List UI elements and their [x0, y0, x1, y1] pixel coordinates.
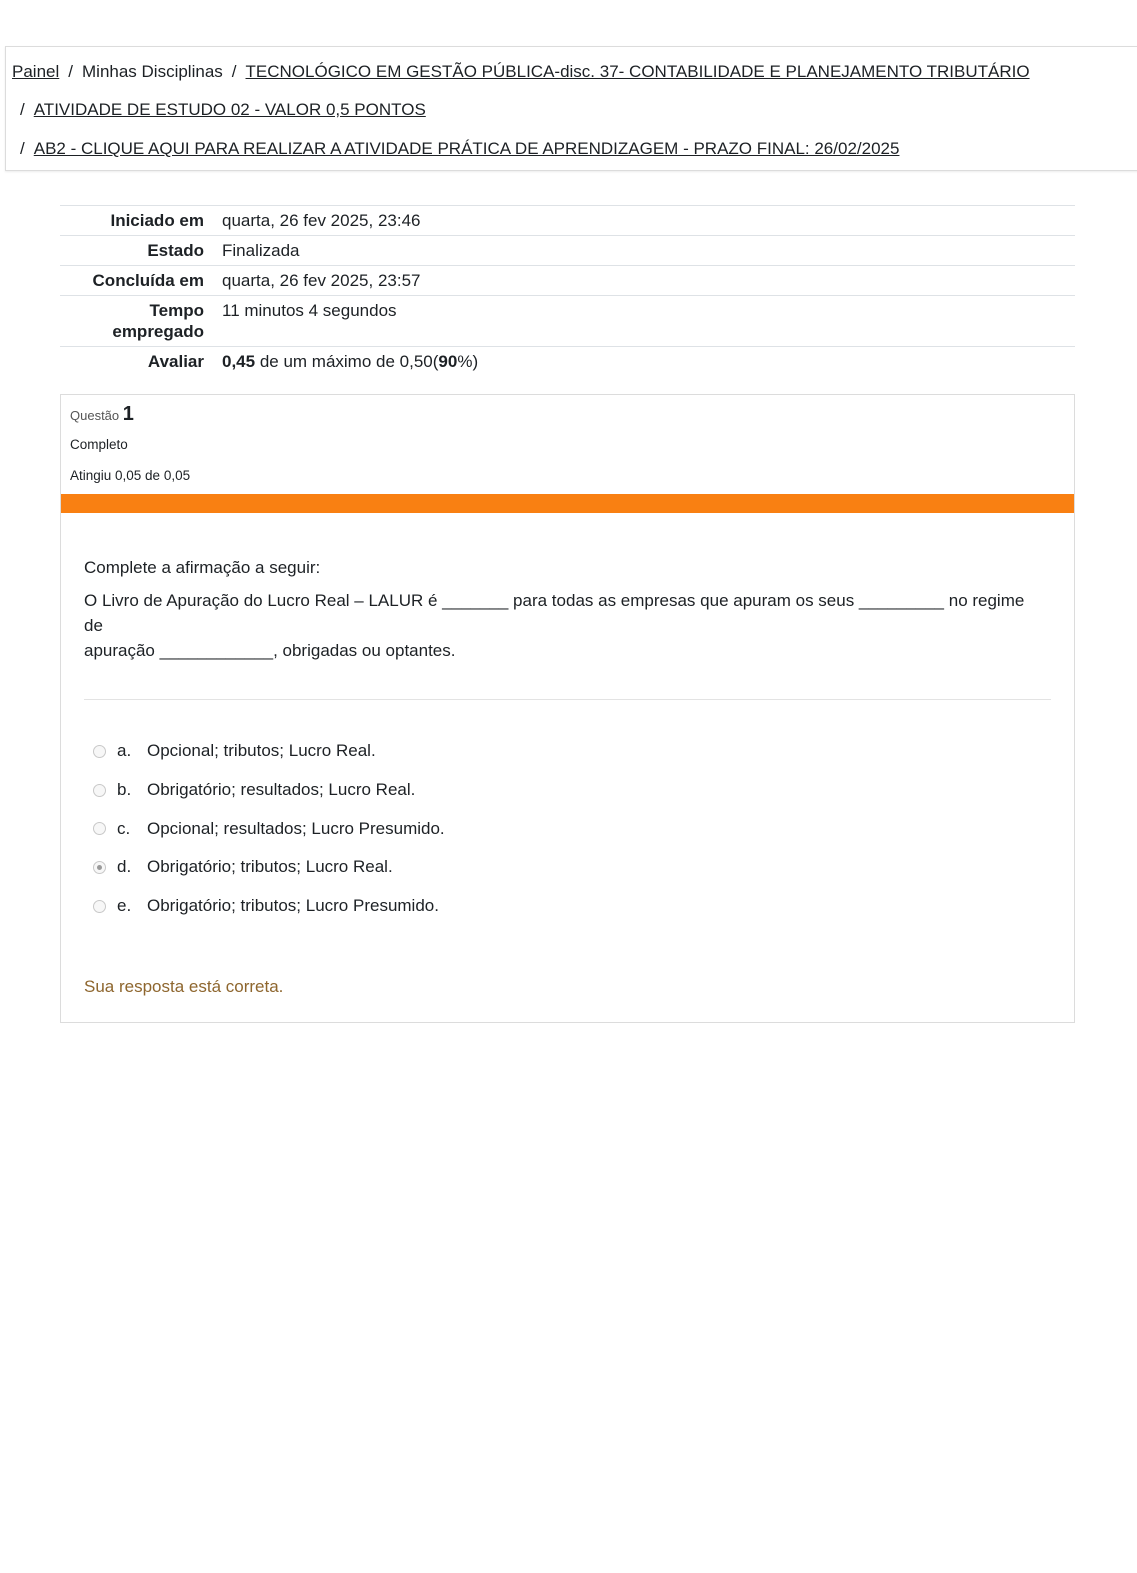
breadcrumb-line-3: [20, 139, 899, 159]
breadcrumb-line-2: [20, 100, 426, 120]
summary-row-time: [60, 296, 1075, 347]
answer-option-d[interactable]: [93, 848, 445, 887]
summary-row-grade: [60, 347, 1075, 376]
question-label: Questão: [70, 408, 120, 423]
radio-button[interactable]: [93, 784, 106, 797]
answer-text: Obrigatório; tributos; Lucro Presumido.: [147, 896, 439, 916]
statement-line-1: O Livro de Apuração do Lucro Real – LALUR é _______ para todas as empresas que apuram os seus _________ no regime de: [84, 591, 1025, 635]
answer-text: Obrigatório; resultados; Lucro Real.: [147, 780, 416, 800]
question-grade: Atingiu 0,05 de 0,05: [70, 468, 191, 483]
breadcrumb-home-link[interactable]: Painel: [12, 62, 60, 81]
summary-value: quarta, 26 fev 2025, 23:46: [222, 211, 421, 230]
summary-value: Finalizada: [222, 241, 300, 260]
answer-text: Obrigatório; tributos; Lucro Real.: [147, 857, 393, 877]
summary-label: Avaliar: [147, 352, 204, 371]
breadcrumb-quiz-link[interactable]: AB2 - CLIQUE AQUI PARA REALIZAR A ATIVIDADE PRÁTICA DE APRENDIZAGEM - PRAZO FINAL: 26/02/2025: [33, 139, 900, 158]
breadcrumb-separator: /: [20, 100, 25, 119]
breadcrumb: [5, 46, 1137, 171]
answer-letter: d.: [117, 857, 132, 877]
grade-score: 0,45: [222, 352, 256, 371]
summary-label: Estado: [147, 241, 204, 260]
answer-option-b[interactable]: [93, 771, 445, 810]
answer-option-e[interactable]: [93, 887, 445, 926]
answer-letter: a.: [117, 741, 132, 761]
answer-letter: b.: [117, 780, 132, 800]
question-number-value: 1: [122, 403, 134, 425]
breadcrumb-course-link[interactable]: TECNOLÓGICO EM GESTÃO PÚBLICA-disc. 37- CONTABILIDADE E PLANEJAMENTO TRIBUTÁRIO: [245, 62, 1030, 81]
summary-row-completed: [60, 266, 1075, 296]
breadcrumb-separator: /: [68, 62, 73, 81]
statement-line-2: apuração ____________, obrigadas ou optantes.: [84, 641, 456, 660]
radio-button[interactable]: [93, 822, 106, 835]
attempt-summary-table: [60, 205, 1075, 376]
question-text: [84, 555, 1044, 671]
summary-label: Iniciado em: [110, 211, 204, 230]
answer-text: Opcional; resultados; Lucro Presumido.: [147, 818, 445, 838]
answer-option-a[interactable]: [93, 732, 445, 771]
grade-text-end: %): [457, 352, 479, 371]
breadcrumb-courses: Minhas Disciplinas: [82, 62, 223, 81]
breadcrumb-separator: /: [20, 139, 25, 158]
summary-value: [222, 347, 478, 376]
divider: [84, 699, 1051, 700]
radio-button[interactable]: [93, 745, 106, 758]
summary-label-line: Tempo: [149, 301, 204, 320]
radio-button-selected[interactable]: [93, 861, 106, 874]
radio-button[interactable]: [93, 900, 106, 913]
breadcrumb-separator: /: [231, 62, 237, 81]
question-prompt: Complete a afirmação a seguir:: [84, 558, 321, 577]
question-statement: [84, 588, 1044, 663]
grade-percent: 90: [438, 352, 458, 371]
answer-letter: e.: [117, 896, 132, 916]
question-number: [70, 403, 134, 426]
summary-label: Concluída em: [92, 271, 204, 290]
breadcrumb-activity-link[interactable]: ATIVIDADE DE ESTUDO 02 - VALOR 0,5 PONTOS: [33, 100, 426, 119]
answer-options: [93, 732, 445, 925]
question-state: Completo: [70, 437, 128, 452]
answer-text: Opcional; tributos; Lucro Real.: [147, 741, 376, 761]
question-header-bar: [61, 494, 1074, 513]
summary-row-started: [60, 206, 1075, 236]
summary-value: 11 minutos 4 segundos: [222, 301, 397, 320]
summary-value: quarta, 26 fev 2025, 23:57: [222, 271, 421, 290]
summary-row-state: [60, 236, 1075, 266]
answer-feedback: Sua resposta está correta.: [84, 977, 284, 996]
question-card: [60, 394, 1075, 1023]
answer-option-c[interactable]: [93, 809, 445, 848]
summary-label: [60, 296, 222, 346]
answer-letter: c.: [117, 818, 131, 838]
grade-text: de um máximo de 0,50(: [255, 352, 439, 371]
summary-label-line: empregado: [112, 322, 204, 341]
breadcrumb-line-1: [12, 62, 1030, 82]
